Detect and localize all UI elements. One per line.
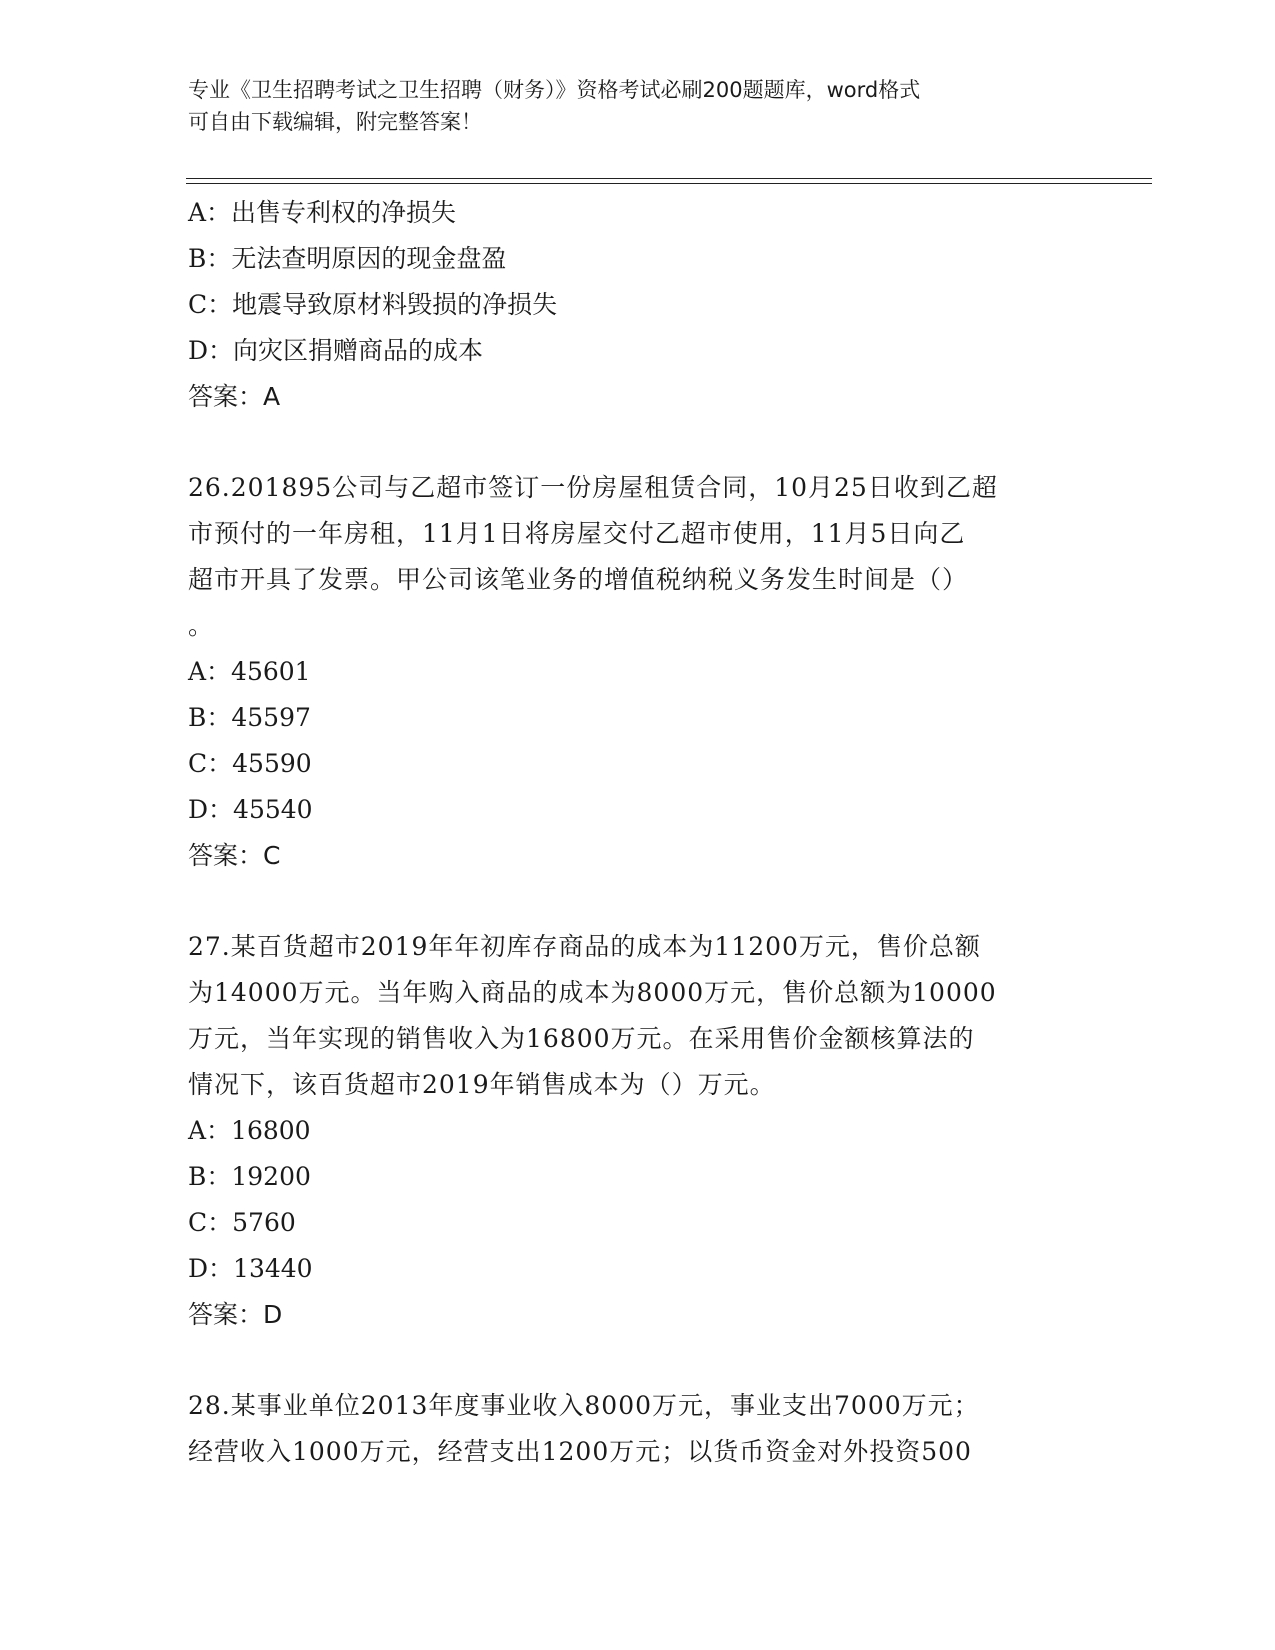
option-d: D：向灾区捐赠商品的成本	[188, 336, 484, 365]
option-a: A：45601	[188, 657, 311, 686]
question-26-text-line-4: 。	[188, 611, 215, 640]
question-26-text-line-3: 超市开具了发票。甲公司该笔业务的增值税纳税义务发生时间是（）	[188, 565, 969, 594]
option-a: A：出售专利权的净损失	[188, 198, 457, 227]
option-c: C：地震导致原材料毁损的净损失	[188, 290, 558, 319]
option-b: B：45597	[188, 703, 311, 732]
header-line-1: 专业《卫生招聘考试之卫生招聘（财务）》资格考试必刷200题题库，word格式	[188, 78, 921, 102]
question-27-block	[188, 924, 1078, 1338]
question-26-text-line-2: 市预付的一年房租，11月1日将房屋交付乙超市使用，11月5日向乙	[188, 519, 966, 548]
question-27-text-line-4: 情况下，该百货超市2019年销售成本为（）万元。	[188, 1070, 776, 1099]
header-divider-top	[186, 178, 1152, 179]
option-c: C：5760	[188, 1208, 296, 1237]
spacer	[188, 879, 1078, 924]
header-divider-bottom	[186, 183, 1152, 184]
option-b: B：19200	[188, 1162, 311, 1191]
question-28-block	[188, 1383, 1078, 1475]
spacer	[188, 420, 1078, 465]
document-header	[188, 74, 1068, 138]
question-28-text-line-2: 经营收入1000万元，经营支出1200万元；以货币资金对外投资500	[188, 1437, 972, 1466]
option-c: C：45590	[188, 749, 312, 778]
document-body	[188, 190, 1078, 1475]
spacer	[188, 1338, 1078, 1383]
option-d: D：45540	[188, 795, 313, 824]
question-27-text-line-2: 为14000万元。当年购入商品的成本为8000万元，售价总额为10000	[188, 978, 997, 1007]
answer-line: 答案：A	[188, 382, 281, 411]
question-27-text-line-1: 27.某百货超市2019年年初库存商品的成本为11200万元，售价总额	[188, 932, 981, 961]
option-d: D：13440	[188, 1254, 313, 1283]
question-28-text-line-1: 28.某事业单位2013年度事业收入8000万元，事业支出7000万元；	[188, 1391, 980, 1420]
answer-line: 答案：C	[188, 841, 281, 870]
prev-question-block	[188, 190, 1078, 420]
header-line-2: 可自由下载编辑，附完整答案！	[188, 110, 482, 134]
question-26-text-line-1: 26.201895公司与乙超市签订一份房屋租赁合同，10月25日收到乙超	[188, 473, 998, 502]
option-a: A：16800	[188, 1116, 311, 1145]
question-27-text-line-3: 万元，当年实现的销售收入为16800万元。在采用售价金额核算法的	[188, 1024, 975, 1053]
question-26-block	[188, 465, 1078, 879]
option-b: B：无法查明原因的现金盘盈	[188, 244, 507, 273]
answer-line: 答案：D	[188, 1300, 283, 1329]
